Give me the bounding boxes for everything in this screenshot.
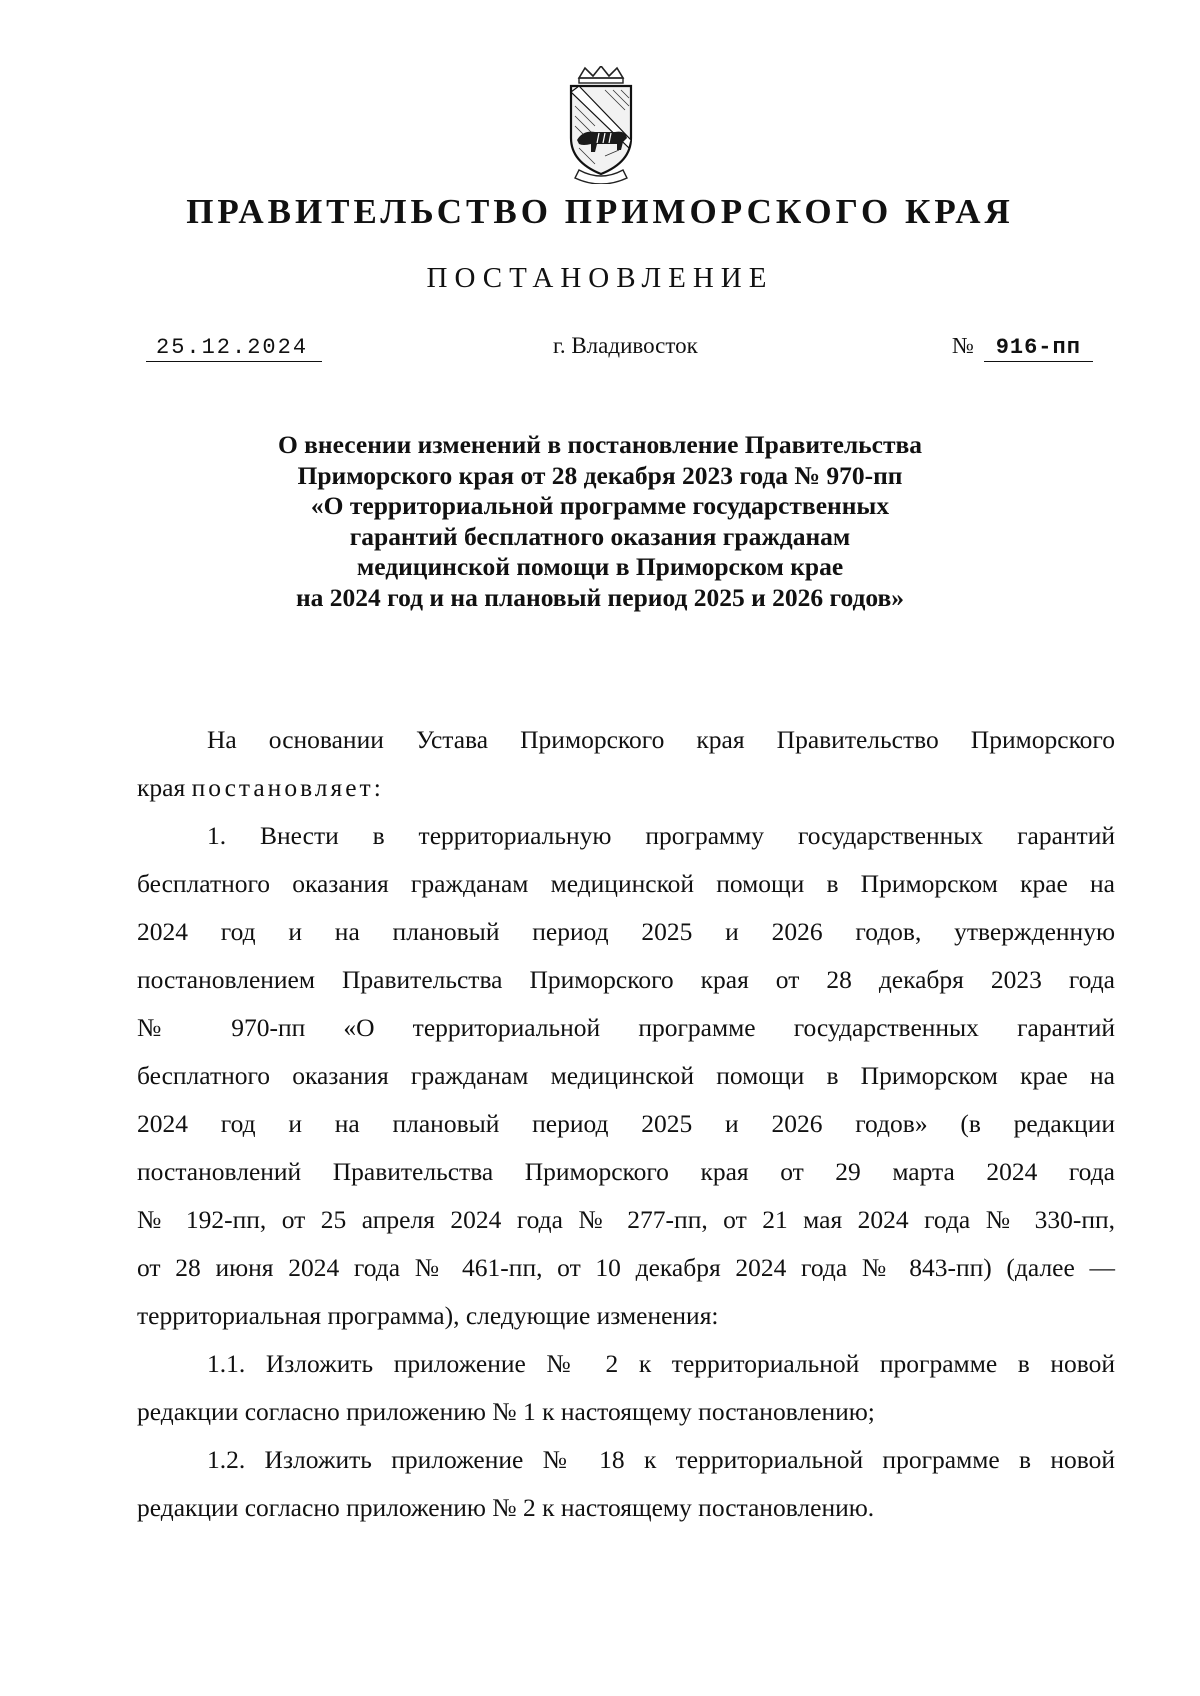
document-number: 916-пп (984, 335, 1093, 362)
paragraph-1-line: 1. Внести в территориальную программу государственных гарантий (207, 821, 1115, 850)
paragraph-1-line: № 970-пп «О территориальной программе государственных гарантий (137, 1013, 1115, 1042)
title-line: на 2024 год и на плановый период 2025 и 2026 годов» (295, 582, 905, 612)
document-number-block (952, 333, 1093, 362)
document-body (137, 716, 1115, 1532)
number-sign: № (952, 333, 974, 358)
title-line: О внесении изменений в постановление Правительства (277, 430, 923, 459)
coat-of-arms-icon (565, 66, 637, 184)
paragraph-1-line: 2024 год и на плановый период 2025 и 2026 годов» (в редакции (137, 1109, 1115, 1138)
paragraph-1-line: постановлений Правительства Приморского края от 29 марта 2024 года (137, 1157, 1115, 1186)
paragraph-1-line: бесплатного оказания гражданам медицинской помощи в Приморском крае на (137, 1061, 1115, 1090)
paragraph-1-line: постановлением Правительства Приморского края от 28 декабря 2023 года (137, 965, 1115, 994)
preamble-line: На основании Устава Приморского края Правительство Приморского (207, 725, 1115, 754)
document-city: г. Владивосток (553, 333, 698, 358)
document-date: 25.12.2024 (146, 335, 322, 362)
paragraph-1-1-line: редакции согласно приложению № 1 к настоящему постановлению; (137, 1397, 875, 1426)
document-type: ПОСТАНОВЛЕНИЕ (426, 262, 774, 294)
title-line: «О территориальной программе государственных (310, 491, 890, 520)
paragraph-1-line: от 28 июня 2024 года № 461-пп, от 10 декабря 2024 года № 843-пп) (далее — (137, 1253, 1115, 1282)
title-line: медицинской помощи в Приморском крае (356, 552, 844, 581)
paragraph-1-line: 2024 год и на плановый период 2025 и 2026 годов, утвержденную (137, 917, 1115, 946)
decree-word: постановляет: (191, 773, 384, 802)
paragraph-1-line: территориальная программа), следующие изменения: (137, 1301, 719, 1330)
paragraph-1-2-line: редакции согласно приложению № 2 к настоящему постановлению. (137, 1493, 875, 1522)
paragraph-1-line: № 192-пп, от 25 апреля 2024 года № 277-пп, от 21 мая 2024 года № 330-пп, (137, 1205, 1115, 1234)
paragraph-1-2-line: 1.2. Изложить приложение № 18 к территориальной программе в новой (207, 1445, 1115, 1474)
title-line: Приморского края от 28 декабря 2023 года № 970-пп (297, 460, 903, 490)
government-title: ПРАВИТЕЛЬСТВО ПРИМОРСКОГО КРАЯ (186, 192, 1014, 231)
preamble-line (137, 764, 1115, 812)
preamble-text: края (137, 773, 192, 802)
title-line: гарантий бесплатного оказания гражданам (349, 521, 851, 551)
document-title (0, 430, 1200, 613)
paragraph-1-line: бесплатного оказания гражданам медицинской помощи в Приморском крае на (137, 869, 1115, 898)
paragraph-1-1-line: 1.1. Изложить приложение № 2 к территориальной программе в новой (207, 1349, 1115, 1378)
